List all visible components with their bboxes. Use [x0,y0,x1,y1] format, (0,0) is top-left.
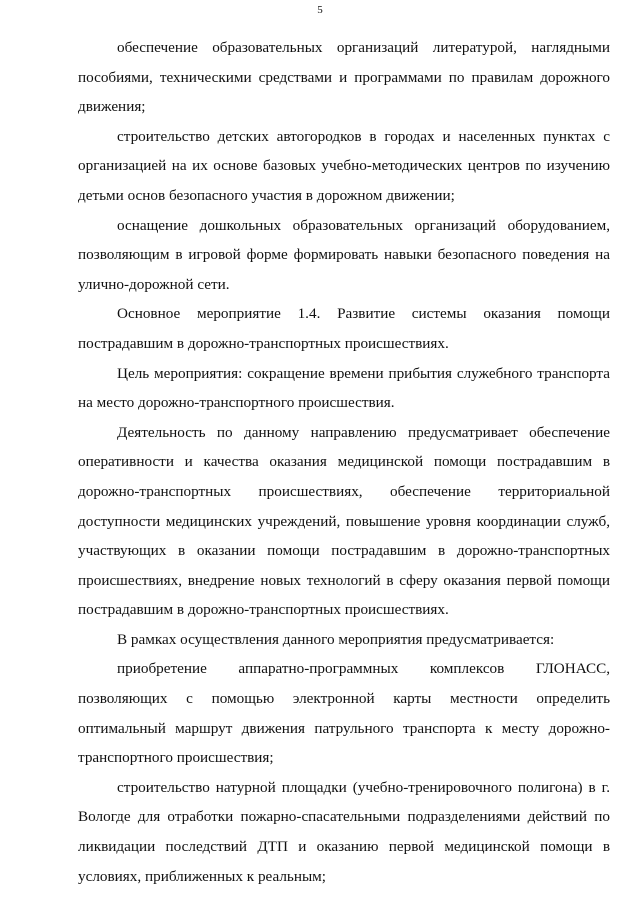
document-body [78,33,610,891]
paragraph-preschool-equipment: оснащение дошкольных образовательных организаций оборудованием, позволяющим в игровой форме формировать навыки безопасного поведения на улично-дорожной сети. [78,216,610,293]
paragraph-glonass-complexes: приобретение аппаратно-программных комплексов ГЛОНАСС, позволяющих с помощью электронной карты местности определить оптимальный маршрут движения патрульного транспорта к месту дорожно-транспортного происшествия; [78,660,610,767]
paragraph-activity-goal: Цель мероприятия: сокращение времени прибытия служебного транспорта на место дорожно-транспортного происшествия. [78,364,610,412]
paragraph-main-activity-heading: Основное мероприятие 1.4. Развитие системы оказания помощи пострадавшим в дорожно-транспортных происшествиях. [78,305,610,352]
paragraph-training-ground: строительство натурной площадки (учебно-тренировочного полигона) в г. Вологде для отработки пожарно-спасательными подразделениями действий по ликвидации последствий ДТП и оказанию первой медицинской помощи в условиях, приближенных к реальным; [78,778,610,885]
paragraph-activity-description: Деятельность по данному направлению предусматривает обеспечение оперативности и качества оказания медицинской помощи пострадавшим в дорожно-транспортных происшествиях, обеспечение территориальной доступности медицинских учреждений, повышение уровня координации служб, участвующих в оказании помощи пострадавшим в дорожно-транспортных происшествиях, внедрение новых технологий в сферу оказания первой помощи пострадавшим в дорожно-транспортных происшествиях. [78,423,610,619]
paragraph-literature-provision: обеспечение образовательных организаций литературой, наглядными пособиями, техническими средствами и программами по правилам дорожного движения; [78,39,610,116]
paragraph-planned-measures-intro: В рамках осуществления данного мероприятия предусматривается: [117,630,555,648]
paragraph-children-autotowns: строительство детских автогородков в городах и населенных пунктах с организацией на их основе базовых учебно-методических центров по изучению детьми основ безопасного участия в дорожном движении; [78,127,610,204]
page-number: 5 [317,4,323,16]
